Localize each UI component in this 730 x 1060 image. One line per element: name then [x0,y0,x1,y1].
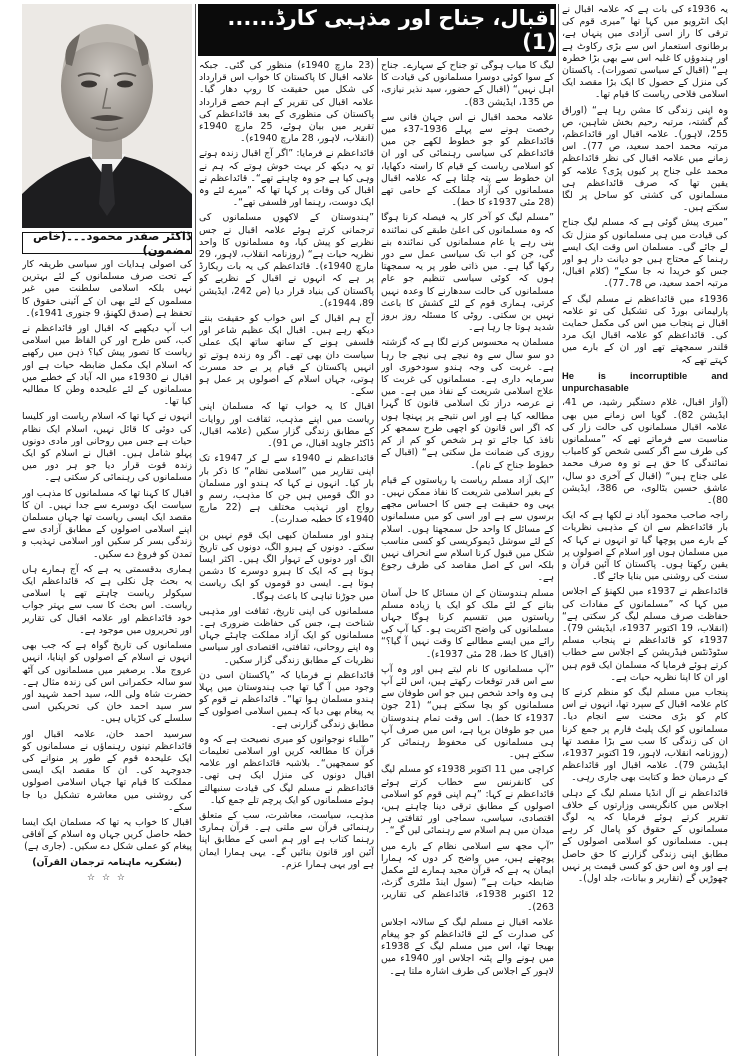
article-title: اقبال، جناح اور مذہبی کارڈ......(1) [198,4,556,56]
paragraph: قائداعظم نے آل انڈیا مسلم لیگ کے دہلی اجلاس میں کانگریسی وزارتوں کے خلاف تقریر کرتے ہوئے فرمایا کہ یہ لوگ مسلمانوں کے حقوق کو پامال کر رہے ہیں۔ مسلمانوں کو اسلامی اصولوں کے مطابق اپنی زندگی گزارنے کا حق حاصل ہے اور وہ اس حق کو کسی قیمت پر نہیں چھوڑیں گے (تقاریر و بیانات، جلد اول)۔ [562,787,728,885]
paragraph: 1936ء میں قائداعظم نے مسلم لیگ کے پارلیمانی بورڈ کی تشکیل کی تو علامہ اقبال نے پنجاب میں اس کی مکمل حمایت کی۔ قائداعظم کو علامہ اقبال ایک مرد قلندر سمجھتے تھے اور ان کے بارے میں کہتے تھے کہ [562,293,728,366]
paragraph: کراچی میں 11 اکتوبر 1938ء کو مسلم لیگ کی کانفرنس سے خطاب کرتے ہوئے قائداعظم نے کہا: ”ہم اپنی قوم کو اسلامی اصولوں کے مطابق ترقی دینا چاہتے ہیں، اقتصادی، سیاسی، سماجی اور ثقافتی ہر میدان میں ہم اسلام سے رہنمائی لیں گے“۔ [381,764,554,837]
paragraph: (آواز اقبال، غلام دستگیر رشید، ص 41، ایڈیشن 82)۔ گویا اس زمانے میں بھی علامہ اقبال مسلمانوں کی حالت زار کی مناسبت سے فرماتے تھے کہ ”مسلمانوں کی طرف سے اگر کسی شخص کو کامیاب نمائندگی کا حق ہے تو وہ صرف محمد علی جناح ہیں“ (اقبال کے آخری دو سال، عاشق حسین بٹالوی، ص 386، ایڈیشن 80)۔ [562,397,728,506]
byline: ڈاکٹر صفدر محمود۔۔۔(خاص مضمون) [22,232,192,254]
author-photo [22,4,192,228]
source-credit: (بشکریہ ماہنامہ ترجمان القرآن) [32,856,182,868]
paragraph: انہوں نے کہا تھا کہ اسلام ریاست اور کلیسا کی دوئی کا قائل نہیں، اسلام ایک نظام حیات ہے جس میں روحانی اور مادی دونوں پہلو شامل ہیں۔ اقبال نے اسلام کو ایک زندہ قوت قرار دیا جو ہر دور میں مسلمانوں کی رہنمائی کر سکتی ہے۔ [22,411,192,484]
paragraph: علامہ محمد اقبال نے اس جہان فانی سے رخصت ہونے سے پہلے 1936-37ء میں قائداعظم کو جو خطوط لکھے جن میں قائداعظم کی سیاسی رہنمائی کی اور ان کو اسلامی ریاست کے قیام کا راستہ دکھایا، ان خطوط سے پتہ چلتا ہے کہ علامہ اقبال مسلمانوں کی آزاد مملکت کے حامی تھے (28 مئی 1937ء کا خط)۔ [381,111,554,209]
column-divider [558,4,559,1056]
english-quote: He is incorruptible and unpurchasable [562,369,728,394]
paragraph: اقبال کا یہ خواب تھا کہ مسلمان اپنی ریاست میں اپنے مذہب، ثقافت اور روایات کے مطابق زندگی گزار سکیں (علامہ اقبال، ڈاکٹر جاوید اقبال، ص 91)۔ [199,401,374,450]
column-divider [195,4,196,1056]
column-left [22,259,192,1055]
paragraph: مسلمانوں کی تاریخ گواہ ہے کہ جب بھی انہوں نے اسلام کے اصولوں کو اپنایا، انہیں عروج ملا۔ برصغیر میں مسلمانوں کی آٹھ سو سالہ حکمرانی اس کی زندہ مثال ہے۔ حضرت شاہ ولی اللہ، سید احمد شہید اور سر سید احمد خان کی تحریکیں اسی سلسلے کی کڑیاں ہیں۔ [22,640,192,725]
column-right [562,4,728,1054]
paragraph: ”آپ مسلمانوں کا نام لیتے ہیں اور وہ آپ سے اس قدر توقعات رکھتے ہیں، اس لئے آپ ہی وہ واحد شخص ہیں جو اس طوفان سے مسلمانوں کو بچا سکتے ہیں“ (21 جون 1937ء کا خط)۔ اس وقت تمام ہندوستان میں جو طوفان برپا ہے، اس میں صرف آپ ہی مسلمانوں کی محفوظ رہنمائی کر سکتے ہیں۔ [381,663,554,761]
paragraph: یہ 1936ء کی بات ہے کہ علامہ اقبال نے ایک انٹرویو میں کہا تھا ”میری قوم کی ترقی کا راز اسی آزادی میں پنہاں ہے، برطانوی استعمار اس سے بڑی رکاوٹ ہے اور ہندوؤں کا غلبہ اس سے بھی بڑا خطرہ ہے“ (اقبال کے سیاسی تصورات)۔ پاکستان کی منزل کے حصول کا ایک بڑا مقصد ایک اسلامی فلاحی ریاست کا قیام تھا۔ [562,4,728,101]
author-portrait-image [22,4,192,228]
paragraph: آج ہم اقبال کے اس خواب کو حقیقت بنتے دیکھ رہے ہیں۔ اقبال ایک عظیم شاعر اور فلسفی ہونے کے ساتھ ساتھ ایک عملی سیاست دان بھی تھے۔ اگر وہ زندہ ہوتے تو انہیں پاکستان کے قیام پر بے حد مسرت ہوتی، جہاں اسلام کے اصولوں پر عمل ہو سکے۔ [199,313,374,398]
paragraph: وہ اپنی زندگی کا مشن رہا ہے“ (اوراق گم گشتہ، مرتبہ رحیم بخش شاہین، ص 255، لاہور)۔ علامہ اقبال اور قائداعظم، مرتبہ محمد احمد سعید، ص 77)۔ اس زمانے میں علامہ اقبال کی نظر قائداعظم محمد علی جناح پر کیوں پڑی؟ علامہ کو یقین تھا کہ صرف قائداعظم ہی مسلمانوں کی کشتی کو ساحل پر لگا سکتے ہیں۔ [562,104,728,214]
paragraph: ”طلباء نوجوانوں کو میری نصیحت ہے کہ وہ قرآن کا مطالعہ کریں اور اسلامی تعلیمات کو سمجھیں“۔ بلاشبہ قائداعظم اور علامہ اقبال دونوں کی منزل ایک ہی تھی۔ قائداعظم نے مسلم لیگ کی قیادت سنبھالتے ہوئے مسلمانوں کو ایک پرچم تلے جمع کیا۔ [199,733,374,806]
column-divider [377,58,378,1056]
paragraph: مسلمان یہ محسوس کرنے لگا ہے کہ گزشتہ دو سو سال سے وہ نیچے ہی نیچے جا رہا ہے۔ غربت کی وجہ ہندو سودخوری اور سرمایہ داری ہے۔ مسلمانوں کی غربت کا علاج اسلامی شریعت کے نفاذ میں ہے۔ میں نے عرصہ دراز تک اسلامی قانون کا گہرا مطالعہ کیا ہے اور اس نتیجے پر پہنچا ہوں کہ اگر اس قانون کو اچھی طرح سمجھ کر نافذ کیا جائے تو ہر شخص کو کم از کم روزی کی ضمانت مل سکتی ہے“ (اقبال کے خطوط جناح کے نام)۔ [381,337,554,471]
paragraph: ”آپ مجھ سے اسلامی نظام کے بارے میں پوچھتے ہیں، میں واضح کر دوں کہ ہمارا ایمان یہ ہے کہ قرآن مجید ہمارے لئے مکمل ضابطہ حیات ہے“ (سول اینڈ ملٹری گزٹ، 12 اکتوبر 1938ء، قائداعظم کی تقاریر، 263)۔ [381,840,554,913]
paragraph: اقبال کا خواب یہ تھا کہ مسلمان ایک ایسا خطہ حاصل کریں جہاں وہ اسلام کے آفاقی پیغام کو عملی شکل دے سکیں۔ (جاری ہے) [22,816,192,853]
paragraph: علامہ اقبال نے مسلم لیگ کے سالانہ اجلاس کی صدارت کے لئے قائداعظم کو جو پیغام بھیجا تھا، اس میں مسلم لیگ کے 1938ء میں ہونے والے پٹنہ اجلاس اور 1940ء میں لاہور کے اجلاس کی طرف اشارہ ملتا ہے۔ [381,916,554,977]
paragraph: قائداعظم نے فرمایا کہ ”پاکستان اسی دن وجود میں آ گیا تھا جب ہندوستان میں پہلا ہندو مسلمان ہوا تھا“۔ قائداعظم نے قوم کو یہ پیغام بھی دیا کہ ہمیں اسلامی اصولوں کے مطابق زندگی گزارنی ہے۔ [199,669,374,730]
paragraph: قائداعظم نے فرمایا: ”اگر آج اقبال زندہ ہوتے تو یہ دیکھ کر بہت خوش ہوتے کہ ہم نے وہی کیا ہے جو وہ چاہتے تھے“۔ قائداعظم نے اقبال کی وفات پر کہا تھا کہ ”میرے لئے وہ ایک دوست، رہنما اور فلسفی تھے“۔ [199,148,374,209]
paragraph: مذہب، سیاست، معاشرت، سب کے متعلق رہنمائی قرآن سے ملتی ہے۔ قرآن ہماری رہنما کتاب ہے اور ہم اسی کے مطابق اپنا آئین اور قانون بنائیں گے۔ یہی ہمارا ایمان ہے اور یہی ہمارا عزم۔ [199,809,374,870]
paragraph: ہماری بدقسمتی یہ ہے کہ آج ہمارے ہاں یہ بحث چل نکلی ہے کہ قائداعظم ایک سیکولر ریاست چاہتے تھے یا اسلامی ریاست۔ اس بحث کا سب سے بہتر جواب خود قائداعظم اور علامہ اقبال کی تقاریر اور تحریروں میں موجود ہے۔ [22,563,192,636]
paragraph: قائداعظم نے 1937ء میں لکھنؤ کے اجلاس میں کہا کہ ”مسلمانوں کے مفادات کی حفاظت صرف مسلم لیگ کر سکتی ہے“ (انقلاب، 19 اکتوبر 1937ء، ایڈیشن 79)۔ 1937ء کو قائداعظم نے پنجاب مسلم سٹوڈنٹس فیڈریشن کے اجلاس سے خطاب کرتے ہوئے فرمایا کہ مسلمان ایک قوم ہیں اور ان کا اپنا نظریہ حیات ہے۔ [562,586,728,683]
paragraph: کی اصولی ہدایات اور سیاسی طریقہ کار کے تحت صرف مسلمانوں کے لئے بہترین نہیں بلکہ اسلامی سلطنت میں غیر مسلموں کے لئے بھی ان کے آئینی حقوق کا تحفظ ہے (صدق لکھنؤ، 9 جنوری 1941ء)۔ [22,259,192,319]
paragraph: اقبال کا کہنا تھا کہ مسلمانوں کا مذہب اور سیاست ایک دوسرے سے جدا نہیں۔ ان کا مقصد ایک ایسی ریاست تھا جہاں مسلمان اپنے اسلامی اصولوں کے مطابق آزادی سے زندگی بسر کر سکیں اور اسلامی تہذیب و تمدن کو فروغ دے سکیں۔ [22,487,192,560]
paragraph: پنجاب میں مسلم لیگ کو منظم کرنے کا کام علامہ اقبال کے سپرد تھا، انہوں نے اس کام کو بڑی محنت سے انجام دیا۔ مسلمانوں کو ایک پلیٹ فارم پر جمع کرنا ان کی زندگی کا سب سے بڑا مقصد تھا (روزنامہ انقلاب، لاہور، 19 اکتوبر 1937ء، ایڈیشن 79)۔ علامہ اقبال اور قائداعظم کے درمیان خط و کتابت بھی جاری رہی۔ [562,686,728,784]
paragraph: ”میری پیش گوئی ہے کہ مسلم لیگ جناح کی قیادت میں ہی مسلمانوں کو منزل تک لے جائے گی۔ مسلمان اس وقت ایک ایسے رہنما کے محتاج ہیں جو دیانت دار ہو اور جس کو خریدا نہ جا سکے“ (کلام اقبال، مرتبہ احمد سعید، ص 78۔77)۔ [562,217,728,290]
end-mark: ☆ ☆ ☆ [87,872,127,883]
column-middle [381,60,554,1054]
paragraph: مسلمانوں کی اپنی تاریخ، ثقافت اور مذہبی شناخت ہے، جس کی حفاظت ضروری ہے۔ مسلمانوں کو ایک آزاد مملکت چاہئے جہاں وہ اپنے روحانی، ثقافتی، اقتصادی اور سیاسی نظریات کے مطابق زندگی گزار سکیں۔ [199,605,374,666]
paragraph: ”ہندوستان کے لاکھوں مسلمانوں کی ترجمانی کرتے ہوئے علامہ اقبال نے جس نظریے کو پیش کیا، وہ مسلمانوں کا واحد نظریہ حیات ہے“ (روزنامہ انقلاب، لاہور، 29 مارچ 1940ء)۔ قائداعظم کی یہ بات ریکارڈ پر ہے کہ انہوں نے اقبال کے نظریے کو پاکستان کی بنیاد قرار دیا (ص 242، ایڈیشن 89، 1944ء)۔ [199,212,374,309]
column-middle-left [199,60,374,1054]
paragraph: ”ایک آزاد مسلم ریاست یا ریاستوں کے قیام کے بغیر اسلامی شریعت کا نفاذ ممکن نہیں۔ یہی وہ حقیقت ہے جس کا احساس مجھے برسوں سے ہے اور اسی کو میں مسلمانوں کے مسائل کا واحد حل سمجھتا ہوں۔ اسلام کے لئے سوشل ڈیموکریسی کو کسی مناسب شکل میں قبول کرنا اسلام سے انحراف نہیں بلکہ اس کے اصل مقاصد کی طرف رجوع ہے۔ [381,474,554,584]
paragraph: ”مسلم لیگ کو آخر کار یہ فیصلہ کرنا ہوگا کہ وہ مسلمانوں کی اعلیٰ طبقے کی نمائندہ بنی رہے یا عام مسلمانوں کی نمائندہ بنے گی، جن کو اب تک سیاسی عمل سے دور رکھا گیا ہے۔ میں ذاتی طور پر یہ سمجھتا ہوں کہ کوئی سیاسی تنظیم جو عام مسلمانوں کی حالت سدھارنے کا وعدہ نہیں کرتی، ہماری قوم کے لئے کشش کا باعث نہیں بن سکتی۔ روٹی کا مسئلہ روز بروز شدید ہوتا جا رہا ہے۔ [381,212,554,334]
paragraph: راجہ صاحب محمود آباد نے لکھا ہے کہ ایک بار قائداعظم سے ان کے مذہبی نظریات کے بارے میں پوچھا گیا تو انہوں نے کہا کہ میں مسلمان ہوں اور اسلام کے اصولوں پر یقین رکھتا ہوں۔ پاکستان کا آئین قرآن و سنت کی روشنی میں بنایا جائے گا۔ [562,510,728,583]
paragraph: (23 مارچ 1940ء) منظور کی گئی۔ جبکہ علامہ اقبال کا پاکستان کا خواب اس قرارداد کی شکل میں حقیقت کا روپ دھار گیا۔ علامہ اقبال کی تقریر کے اہم حصے قرارداد پاکستان کی منظوری کے بعد قائداعظم کی تقریر میں بیان ہوئے، 25 مارچ 1940ء (انقلاب، لاہور، 28 مارچ 1940ء)۔ [199,60,374,145]
paragraph: مسلم ہندوستان کے ان مسائل کا حل آسان بنانے کے لئے ملک کو ایک یا زیادہ مسلم ریاستوں میں تقسیم کرنا ہوگا جہاں مسلمانوں کی واضح اکثریت ہو۔ کیا آپ کی رائے میں ایسے مطالبے کا وقت نہیں آ گیا؟“ (اقبال کا خط، 28 مئی 1937ء)۔ [381,587,554,660]
paragraph: قائداعظم نے 1940ء سے لے کر 1947ء تک اپنی تقاریر میں ”اسلامی نظام“ کا ذکر بار بار کیا۔ انہوں نے کہا کہ ہندو اور مسلمان دو الگ قومیں ہیں جن کا مذہب، رسم و رواج اور تہذیب مختلف ہے (22 مارچ 1940ء کا خطبہ صدارت)۔ [199,453,374,526]
paragraph: سرسید احمد خان، علامہ اقبال اور قائداعظم تینوں رہنماؤں نے مسلمانوں کو ایک علیحدہ قوم کے طور پر منوانے کی جدوجہد کی۔ ان کا مقصد ایک ایسی مملکت کا قیام تھا جہاں اسلامی اصولوں کی روشنی میں معاشرہ تشکیل دیا جا سکے۔ [22,728,192,813]
paragraph: ہندو اور مسلمان کبھی ایک قوم نہیں بن سکتے۔ دونوں کے ہیرو الگ، دونوں کی تاریخ الگ اور دونوں کے تہوار الگ ہیں۔ اکثر ایسا ہوتا ہے کہ ایک کا ہیرو دوسرے کا دشمن ہوتا ہے۔ ایسی دو قوموں کو ایک ریاست میں جوڑنا تباہی کا باعث ہوگا۔ [199,529,374,602]
paragraph: اب آپ دیکھیے کہ اقبال اور قائداعظم نے کب، کس طرح اور کن الفاظ میں اسلامی ریاست کا تصور پیش کیا؟ ذہن میں رکھیے کہ اسلام ایک مکمل ضابطہ حیات ہے اور اقبال نے 1930ء میں الہ آباد کے خطبے میں مسلمانوں کے لئے علیحدہ وطن کا مطالبہ کیا تھا۔ [22,323,192,408]
paragraph: لیگ کا میاب ہوگی تو جناح کے سہارے۔ جناح کے سوا کوئی دوسرا مسلمانوں کی قیادت کا اہل نہیں“ (اقبال کے حضور، سید نذیر نیازی، ص 135، ایڈیشن 83)۔ [381,60,554,108]
